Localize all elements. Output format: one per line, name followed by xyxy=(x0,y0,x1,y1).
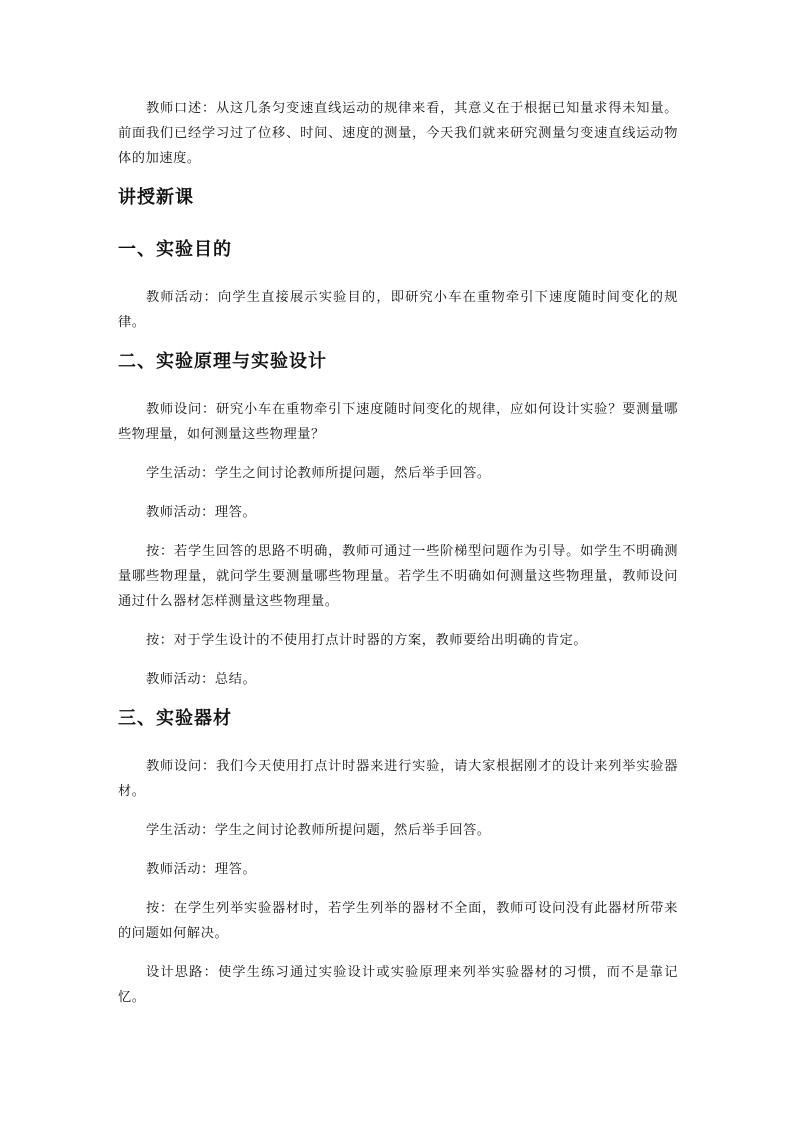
section-3-paragraph-1: 教师设问：我们今天使用打点计时器来进行实验，请大家根据刚才的设计来列举实验器材。 xyxy=(118,759,678,799)
heading-new-lesson: 讲授新课 xyxy=(118,187,194,208)
document-body xyxy=(118,96,678,1010)
section-2-paragraph-6: 教师活动：总结。 xyxy=(146,672,257,687)
section-3-title: 三、实验器材 xyxy=(118,708,232,729)
section-2-paragraph-4: 按：若学生回答的思路不明确，教师可通过一些阶梯型问题作为引导。如学生不明确测量哪些物理量，就问学生要测量哪些物理量。若学生不明确如何测量这些物理量，教师设问通过什么器材怎样测量这些物理量。 xyxy=(118,544,678,609)
section-2-paragraph-2: 学生活动：学生之间讨论教师所提问题，然后举手回答。 xyxy=(146,466,491,481)
section-3-paragraph-4: 按：在学生列举实验器材时，若学生列举的器材不全面，教师可设问没有此器材所带来的问题如何解决。 xyxy=(118,901,678,941)
section-2-title: 二、实验原理与实验设计 xyxy=(118,351,327,372)
section-3-paragraph-2: 学生活动：学生之间讨论教师所提问题，然后举手回答。 xyxy=(146,823,491,838)
section-3-paragraph-3: 教师活动：理答。 xyxy=(146,862,257,877)
section-2-paragraph-3: 教师活动：理答。 xyxy=(146,505,257,520)
section-3-paragraph-5: 设计思路：使学生练习通过实验设计或实验原理来列举实验器材的习惯，而不是靠记忆。 xyxy=(118,965,678,1005)
section-1-paragraph-1: 教师活动：向学生直接展示实验目的，即研究小车在重物牵引下速度随时间变化的规律。 xyxy=(118,290,678,330)
intro-paragraph: 教师口述：从这几条匀变速直线运动的规律来看，其意义在于根据已知量求得未知量。前面我们已经学习过了位移、时间、速度的测量，今天我们就来研究测量匀变速直线运动物体的加速度。 xyxy=(118,101,678,166)
section-2-paragraph-5: 按：对于学生设计的不使用打点计时器的方案，教师要给出明确的肯定。 xyxy=(146,633,588,648)
section-2-paragraph-1: 教师设问：研究小车在重物牵引下速度随时间变化的规律，应如何设计实验？要测量哪些物理量，如何测量这些物理量？ xyxy=(118,402,678,442)
section-1-title: 一、实验目的 xyxy=(118,239,232,260)
